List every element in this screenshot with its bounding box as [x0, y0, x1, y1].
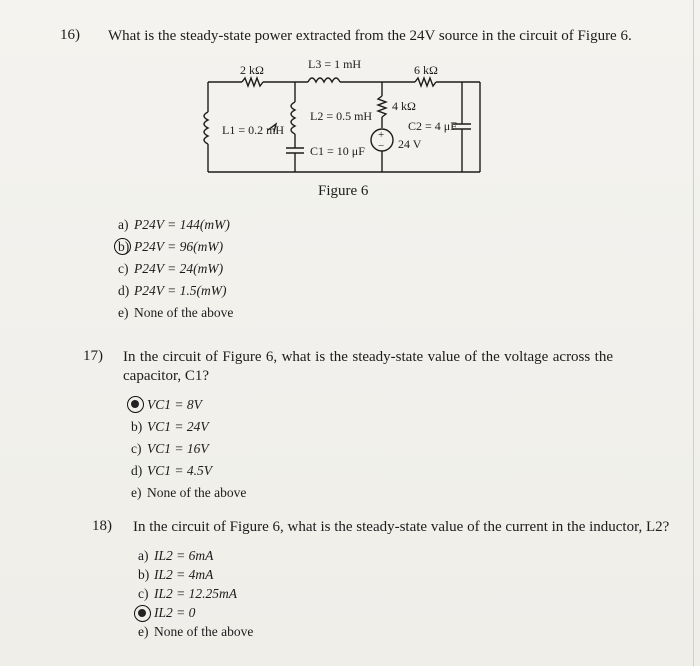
circuit-figure-6 [200, 52, 490, 180]
label-r3: 6 kΩ [414, 63, 438, 77]
label-r1: 2 kΩ [240, 63, 264, 77]
q17-option-d[interactable]: d) VC1 = 4.5V [131, 463, 212, 478]
q18-option-c[interactable]: c) IL2 = 12.25mA [138, 586, 237, 601]
inductor-l2-symbol [291, 102, 295, 134]
label-minus: − [378, 140, 385, 152]
label-source: 24 V [398, 137, 422, 151]
resistor-4k-symbol [378, 96, 386, 117]
inductor-l1-symbol [204, 112, 208, 144]
question-16-number: 16) [60, 27, 80, 43]
question-16-text: What is the steady-state power extracted from the 24V source in the circuit of Figure 6. [108, 28, 632, 44]
q17-option-e[interactable]: e) None of the above [131, 485, 247, 500]
label-l3: L3 = 1 mH [308, 57, 362, 71]
label-l2: L2 = 0.5 mH [310, 109, 373, 123]
label-r2: 4 kΩ [392, 99, 416, 113]
question-18-text: In the circuit of Figure 6, what is the steady-state value of the current in the inductor, L2? [133, 519, 670, 535]
label-plus: + [378, 129, 385, 141]
question-17-number: 17) [83, 348, 103, 364]
answer-circle-icon [134, 605, 151, 622]
q17-option-a[interactable]: VC1 = 8V [131, 394, 246, 416]
resistor-2k-symbol [242, 78, 263, 86]
label-c2: C2 = 4 μF [408, 119, 457, 133]
page-edge-line [693, 0, 694, 666]
q18-option-e[interactable]: e) None of the above [138, 624, 254, 639]
label-l1: L1 = 0.2 mH [222, 123, 285, 137]
figure-caption: Figure 6 [318, 183, 369, 199]
question-16-options [118, 214, 233, 324]
resistor-6k-symbol [415, 78, 436, 86]
q16-option-a[interactable]: a) P24V = 144(mW) [118, 217, 230, 232]
answer-circle-icon [127, 396, 144, 413]
inductor-l3-symbol [308, 78, 340, 82]
q16-option-d[interactable]: d) P24V = 1.5(mW) [118, 283, 227, 298]
answer-circle-icon [114, 238, 131, 255]
label-c1: C1 = 10 μF [310, 144, 365, 158]
question-17-text: In the circuit of Figure 6, what is the steady-state value of the voltage across the capacitor, C1? [123, 349, 613, 384]
q18-option-a[interactable]: a) IL2 = 6mA [138, 548, 214, 563]
question-18-options [138, 546, 253, 641]
question-17-options [131, 394, 246, 504]
q17-option-b[interactable]: b) VC1 = 24V [131, 419, 209, 434]
q18-option-b[interactable]: b) IL2 = 4mA [138, 567, 214, 582]
q16-option-c[interactable]: c) P24V = 24(mW) [118, 261, 224, 276]
q16-option-e[interactable]: e) None of the above [118, 305, 234, 320]
q17-option-c[interactable]: c) VC1 = 16V [131, 441, 209, 456]
q16-option-b[interactable]: b) P24V = 96(mW) [118, 236, 233, 258]
q18-option-d[interactable]: IL2 = 0 [138, 603, 253, 622]
question-18-number: 18) [92, 518, 112, 534]
